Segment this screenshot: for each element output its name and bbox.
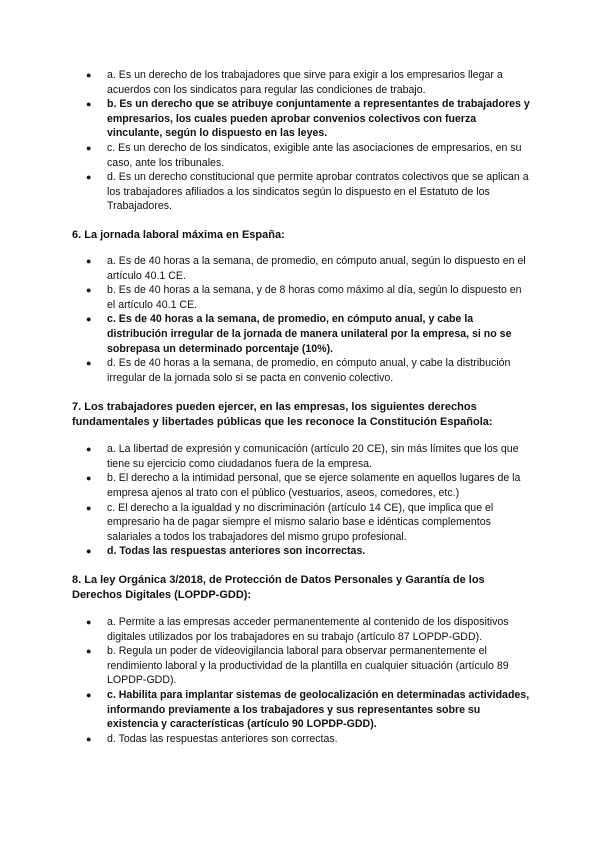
- bullet-icon: ●: [86, 473, 92, 484]
- question-5-options: [72, 68, 530, 214]
- q7-option-b: [72, 471, 530, 500]
- option-text: a. Permite a las empresas acceder permanentemente al contenido de los dispositivos digitales utilizados por los trabajadores en su trabajo (artículo 87 LOPDP-GDD).: [107, 616, 509, 643]
- q7-option-c: [72, 501, 530, 545]
- q7-option-a: [72, 442, 530, 471]
- option-text: b. El derecho a la intimidad personal, que se ejerce solamente en aquellos lugares de la empresa ajenos al trato con el público (vestuarios, aseos, comedores, etc.): [107, 472, 521, 500]
- question-6-title: 6. La jornada laboral máxima en España:: [72, 228, 285, 241]
- option-text: a. Es un derecho de los trabajadores que sirve para exigir a los empresarios llegar a acuerdos con los sindicatos para regular las condiciones de trabajo.: [107, 69, 503, 96]
- question-6-options: [72, 254, 530, 385]
- option-text: c. Es un derecho de los sindicatos, exigible ante las asociaciones de empresarios, en su caso, ante los tribunales.: [107, 141, 522, 169]
- option-text: c. Habilita para implantar sistemas de geolocalización en determinadas actividades, informando previamente a los trabajadores y sus representantes sobre su existencia y características (artículo 90 LOPDP-GDD).: [107, 689, 530, 731]
- option-text: b. Es un derecho que se atribuye conjuntamente a representantes de trabajadores y empresarios, los cuales pueden aprobar convenios colectivos con fuerza vinculante, según lo dispuesto en las leyes.: [107, 98, 530, 140]
- option-text: d. Es de 40 horas a la semana, de promedio, en cómputo anual, y cabe la distribución irregular de la jornada solo si se pacta en convenio colectivo.: [107, 357, 511, 384]
- q5-option-c: [72, 141, 530, 170]
- q8-option-b: [72, 644, 530, 688]
- option-text: c. El derecho a la igualdad y no discriminación (artículo 14 CE), que implica que el empresario ha de pagar siempre el mismo salario base e idénticas complementos salariales a todos los trabajadores del mismo grupo profesional.: [107, 501, 494, 543]
- q5-option-a: [72, 68, 530, 97]
- q6-option-d: [72, 356, 530, 385]
- bullet-icon: ●: [86, 285, 92, 296]
- option-text: d. Es un derecho constitucional que permite aprobar contratos colectivos que se aplican a los trabajadores afiliados a los sindicatos según lo dispuesto en el Estatuto de los Trabajadores.: [107, 171, 529, 213]
- q8-option-c-correct: [72, 688, 530, 732]
- q6-option-a: [72, 254, 530, 283]
- option-text: c. Es de 40 horas a la semana, de promedio, en cómputo anual, y cabe la distribución irregular de la jornada de manera unilateral por la empresa, si no se sobrepasa un determinado porcentaje (10%).: [107, 313, 512, 355]
- q8-option-a: [72, 615, 530, 644]
- bullet-icon: ●: [86, 546, 92, 557]
- bullet-icon: ●: [86, 358, 92, 369]
- q6-option-b: [72, 283, 530, 312]
- q8-option-d: [72, 732, 530, 747]
- bullet-icon: ●: [86, 172, 92, 183]
- q6-option-c-correct: [72, 312, 530, 356]
- option-text: b. Regula un poder de videovigilancia laboral para observar permanentemente el rendimiento laboral y la productividad de la plantilla en cualquier situación (artículo 89 LOPDP-GDD).: [107, 645, 509, 687]
- option-text: d. Todas las respuestas anteriores son correctas.: [107, 732, 338, 745]
- bullet-icon: ●: [86, 142, 92, 153]
- question-8-options: [72, 615, 530, 746]
- option-text: a. La libertad de expresión y comunicación (artículo 20 CE), sin más límites que los que tiene su ejercicio como ciudadanos fuera de la empresa.: [107, 443, 519, 470]
- bullet-icon: ●: [86, 617, 92, 628]
- option-text: a. Es de 40 horas a la semana, de promedio, en cómputo anual, según lo dispuesto en el artículo 40.1 CE.: [107, 254, 526, 282]
- bullet-icon: ●: [86, 502, 92, 513]
- option-text: b. Es de 40 horas a la semana, y de 8 horas como máximo al día, según lo dispuesto en el artículo 40.1 CE.: [107, 284, 522, 311]
- q5-option-d: [72, 170, 530, 214]
- bullet-icon: ●: [86, 99, 92, 110]
- bullet-icon: ●: [86, 733, 92, 744]
- option-text: d. Todas las respuestas anteriores son incorrectas.: [107, 545, 366, 558]
- bullet-icon: ●: [86, 646, 92, 657]
- bullet-icon: ●: [86, 70, 92, 80]
- bullet-icon: ●: [86, 255, 92, 266]
- bullet-icon: ●: [86, 690, 92, 700]
- q7-option-d-correct: [72, 544, 530, 559]
- question-7-title: 7. Los trabajadores pueden ejercer, en las empresas, los siguientes derechos fundamentales y libertades públicas que les reconoce la Constitución Española:: [72, 401, 493, 429]
- q5-option-b-correct: [72, 97, 530, 141]
- bullet-icon: ●: [86, 444, 92, 455]
- bullet-icon: ●: [86, 314, 92, 325]
- question-8-title: 8. La ley Orgánica 3/2018, de Protección de Datos Personales y Garantía de los Derechos Digitales (LOPDP-GDD):: [72, 574, 485, 602]
- question-7-options: [72, 442, 530, 559]
